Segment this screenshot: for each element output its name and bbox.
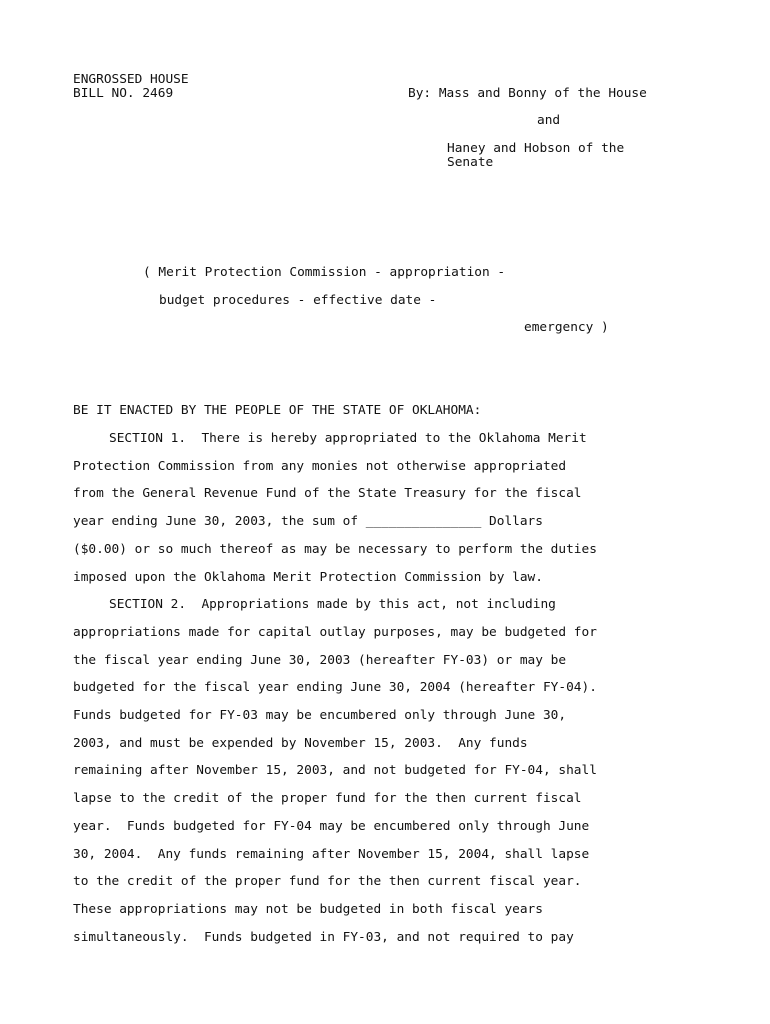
body-line: 2003, and must be expended by November 15, 2003. Any funds bbox=[73, 735, 528, 751]
bill-title-line1: ( Merit Protection Commission - appropriation - bbox=[143, 265, 506, 280]
body-line: from the General Revenue Fund of the State Treasury for the fiscal bbox=[73, 486, 582, 502]
body-line: SECTION 1. There is hereby appropriated to the Oklahoma Merit bbox=[109, 431, 587, 446]
body-line: year ending June 30, 2003, the sum of _______________ Dollars bbox=[73, 514, 543, 530]
body-line: appropriations made for capital outlay purposes, may be budgeted for bbox=[73, 624, 597, 640]
body-line: year. Funds budgeted for FY-04 may be encumbered only through June bbox=[73, 818, 590, 834]
senate-authors-line2: Senate bbox=[447, 155, 494, 170]
body-line: Protection Commission from any monies not otherwise appropriated bbox=[73, 458, 567, 474]
body-line: imposed upon the Oklahoma Merit Protection Commission by law. bbox=[73, 569, 543, 585]
bill-title-line3: emergency ) bbox=[524, 320, 609, 335]
senate-authors-line1: Haney and Hobson of the bbox=[447, 141, 625, 156]
authors-conjunction: and bbox=[537, 113, 561, 128]
body-line: remaining after November 15, 2003, and not budgeted for FY-04, shall bbox=[73, 763, 597, 779]
body-line: the fiscal year ending June 30, 2003 (hereafter FY-03) or may be bbox=[73, 652, 567, 668]
house-authors: By: Mass and Bonny of the House bbox=[408, 86, 647, 101]
engrossed-label: ENGROSSED HOUSE bbox=[73, 72, 189, 87]
body-line: These appropriations may not be budgeted in both fiscal years bbox=[73, 901, 543, 917]
body-line: lapse to the credit of the proper fund for the then current fiscal bbox=[73, 791, 582, 807]
body-line: ($0.00) or so much thereof as may be necessary to perform the duties bbox=[73, 541, 597, 557]
body-line: budgeted for the fiscal year ending June 30, 2004 (hereafter FY-04). bbox=[73, 680, 597, 696]
body-line: SECTION 2. Appropriations made by this act, not including bbox=[109, 597, 556, 613]
body-line: simultaneously. Funds budgeted in FY-03, and not required to pay bbox=[73, 929, 574, 945]
enacting-clause: BE IT ENACTED BY THE PEOPLE OF THE STATE OF OKLAHOMA: bbox=[73, 403, 482, 418]
body-line: Funds budgeted for FY-03 may be encumbered only through June 30, bbox=[73, 708, 567, 723]
bill-title-line2: budget procedures - effective date - bbox=[159, 293, 437, 308]
bill-number: BILL NO. 2469 bbox=[73, 86, 174, 101]
body-line: 30, 2004. Any funds remaining after November 15, 2004, shall lapse bbox=[73, 846, 590, 862]
body-line: to the credit of the proper fund for the then current fiscal year. bbox=[73, 874, 582, 890]
